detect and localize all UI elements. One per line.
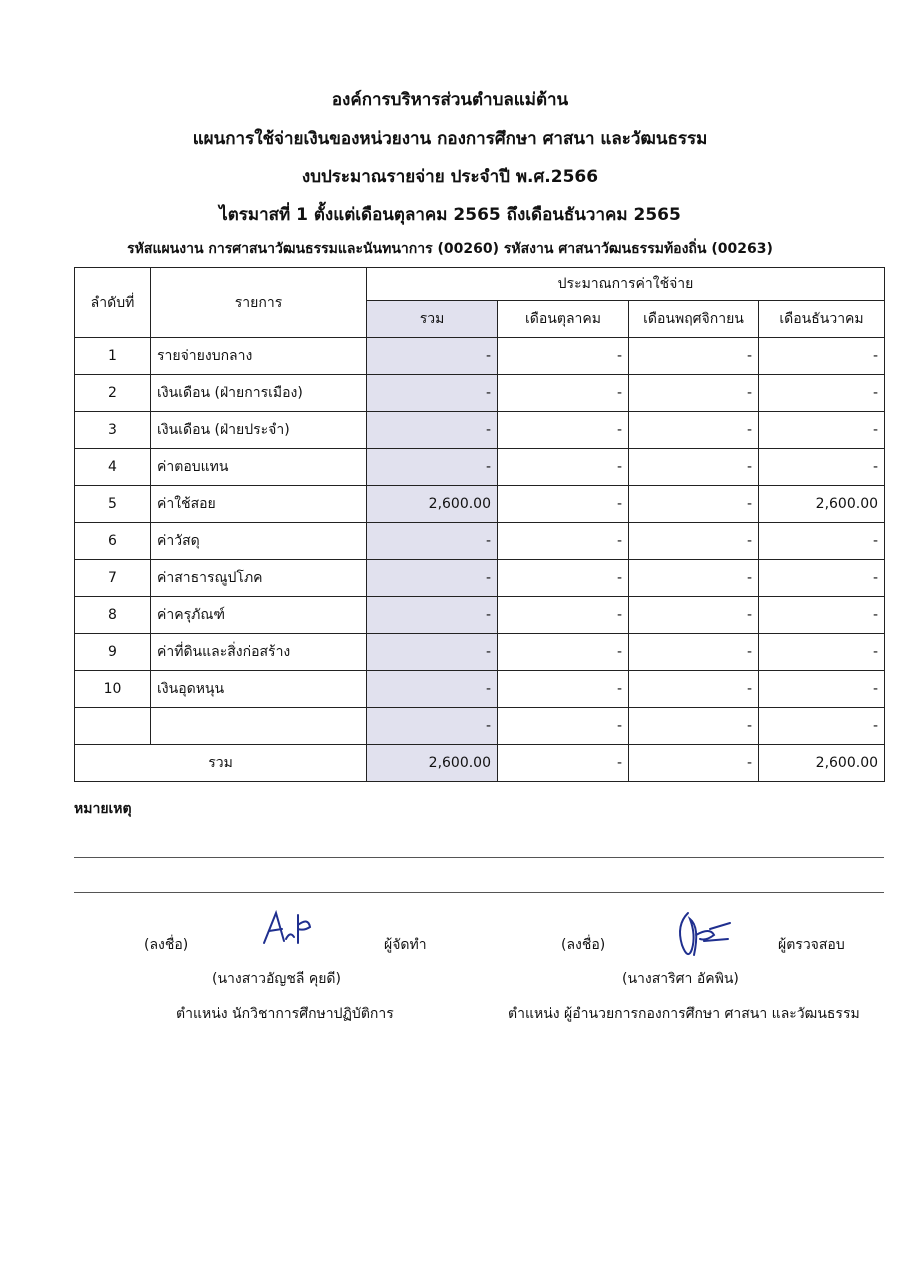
row-total: - <box>367 523 498 560</box>
left-sign-role: ผู้จัดทำ <box>384 937 427 953</box>
row-no: 9 <box>75 634 151 671</box>
sum-row <box>75 745 885 782</box>
table-row <box>75 523 885 560</box>
row-oct: - <box>498 634 629 671</box>
row-nov: - <box>629 560 759 597</box>
row-dec: - <box>759 634 885 671</box>
remark-label: หมายเหตุ <box>74 801 132 817</box>
col-header-item: รายการ <box>151 268 367 338</box>
left-sign-position: ตำแหน่ง นักวิชาการศึกษาปฏิบัติการ <box>176 1006 394 1022</box>
row-total: - <box>367 412 498 449</box>
row-nov: - <box>629 634 759 671</box>
org-title: องค์การบริหารส่วนตำบลแม่ต้าน <box>331 90 569 110</box>
row-total: - <box>367 708 498 745</box>
table-row <box>75 375 885 412</box>
row-item: เงินเดือน (ฝ่ายการเมือง) <box>151 375 367 412</box>
table-row <box>75 338 885 375</box>
left-sign-prefix: (ลงชื่อ) <box>144 937 189 953</box>
row-oct: - <box>498 671 629 708</box>
row-oct: - <box>498 597 629 634</box>
sum-total: 2,600.00 <box>367 745 498 782</box>
row-dec: - <box>759 375 885 412</box>
right-sign-position: ตำแหน่ง ผู้อำนวยการกองการศึกษา ศาสนา และวัฒนธรรม <box>508 1006 860 1022</box>
row-dec: - <box>759 412 885 449</box>
table-row <box>75 671 885 708</box>
right-signature-image <box>670 905 734 965</box>
row-item: เงินเดือน (ฝ่ายประจำ) <box>151 412 367 449</box>
remark-line-2 <box>74 892 884 893</box>
row-dec: - <box>759 338 885 375</box>
row-oct: - <box>498 486 629 523</box>
sum-oct: - <box>498 745 629 782</box>
row-total: - <box>367 597 498 634</box>
row-dec: - <box>759 597 885 634</box>
table-row <box>75 708 885 745</box>
row-nov: - <box>629 708 759 745</box>
budget-title: งบประมาณรายจ่าย ประจำปี พ.ศ.2566 <box>301 167 599 187</box>
sum-nov: - <box>629 745 759 782</box>
row-item: รายจ่ายงบกลาง <box>151 338 367 375</box>
budget-table <box>74 267 885 782</box>
col-header-estimate: ประมาณการค่าใช้จ่าย <box>367 268 885 301</box>
row-dec: 2,600.00 <box>759 486 885 523</box>
row-item: ค่าใช้สอย <box>151 486 367 523</box>
row-item: ค่าที่ดินและสิ่งก่อสร้าง <box>151 634 367 671</box>
left-signature-image <box>258 905 318 951</box>
row-oct: - <box>498 338 629 375</box>
row-dec: - <box>759 560 885 597</box>
row-oct: - <box>498 560 629 597</box>
table-row <box>75 412 885 449</box>
row-item: ค่าครุภัณฑ์ <box>151 597 367 634</box>
row-no: 7 <box>75 560 151 597</box>
row-oct: - <box>498 375 629 412</box>
row-nov: - <box>629 338 759 375</box>
row-total: - <box>367 338 498 375</box>
table-row <box>75 597 885 634</box>
col-header-oct: เดือนตุลาคม <box>498 301 629 338</box>
quarter-title: ไตรมาสที่ 1 ตั้งแต่เดือนตุลาคม 2565 ถึงเดือนธันวาคม 2565 <box>219 205 681 225</box>
row-dec: - <box>759 708 885 745</box>
table-row <box>75 486 885 523</box>
row-dec: - <box>759 671 885 708</box>
row-oct: - <box>498 708 629 745</box>
row-no: 5 <box>75 486 151 523</box>
row-total: - <box>367 671 498 708</box>
row-oct: - <box>498 523 629 560</box>
right-sign-role: ผู้ตรวจสอบ <box>778 937 845 953</box>
row-item: เงินอุดหนุน <box>151 671 367 708</box>
plan-codes: รหัสแผนงาน การศาสนาวัฒนธรรมและนันทนาการ (00260) รหัสงาน ศาสนาวัฒนธรรมท้องถิ่น (00263) <box>127 241 773 257</box>
row-nov: - <box>629 597 759 634</box>
row-dec: - <box>759 449 885 486</box>
col-header-total: รวม <box>367 301 498 338</box>
row-total: 2,600.00 <box>367 486 498 523</box>
row-total: - <box>367 634 498 671</box>
row-no: 8 <box>75 597 151 634</box>
sum-dec: 2,600.00 <box>759 745 885 782</box>
row-no: 6 <box>75 523 151 560</box>
remark-line-1 <box>74 857 884 858</box>
row-no: 4 <box>75 449 151 486</box>
right-sign-prefix: (ลงชื่อ) <box>561 937 606 953</box>
row-no: 3 <box>75 412 151 449</box>
row-no: 2 <box>75 375 151 412</box>
row-nov: - <box>629 671 759 708</box>
row-nov: - <box>629 412 759 449</box>
row-item: ค่าตอบแทน <box>151 449 367 486</box>
right-sign-name: (นางสาริศา อัคพิน) <box>622 971 739 987</box>
sum-label: รวม <box>75 745 367 782</box>
row-item: ค่าสาธารณูปโภค <box>151 560 367 597</box>
table-row <box>75 449 885 486</box>
table-row <box>75 634 885 671</box>
row-nov: - <box>629 523 759 560</box>
col-header-dec: เดือนธันวาคม <box>759 301 885 338</box>
row-no <box>75 708 151 745</box>
row-total: - <box>367 449 498 486</box>
col-header-no: ลำดับที่ <box>75 268 151 338</box>
row-no: 10 <box>75 671 151 708</box>
row-oct: - <box>498 412 629 449</box>
row-dec: - <box>759 523 885 560</box>
left-sign-name: (นางสาวอัญชลี คุยดี) <box>212 971 341 987</box>
row-total: - <box>367 560 498 597</box>
row-no: 1 <box>75 338 151 375</box>
row-nov: - <box>629 449 759 486</box>
row-item <box>151 708 367 745</box>
table-row <box>75 560 885 597</box>
col-header-nov: เดือนพฤศจิกายน <box>629 301 759 338</box>
row-item: ค่าวัสดุ <box>151 523 367 560</box>
row-oct: - <box>498 449 629 486</box>
row-nov: - <box>629 486 759 523</box>
row-total: - <box>367 375 498 412</box>
plan-title: แผนการใช้จ่ายเงินของหน่วยงาน กองการศึกษา ศาสนา และวัฒนธรรม <box>192 129 708 149</box>
row-nov: - <box>629 375 759 412</box>
